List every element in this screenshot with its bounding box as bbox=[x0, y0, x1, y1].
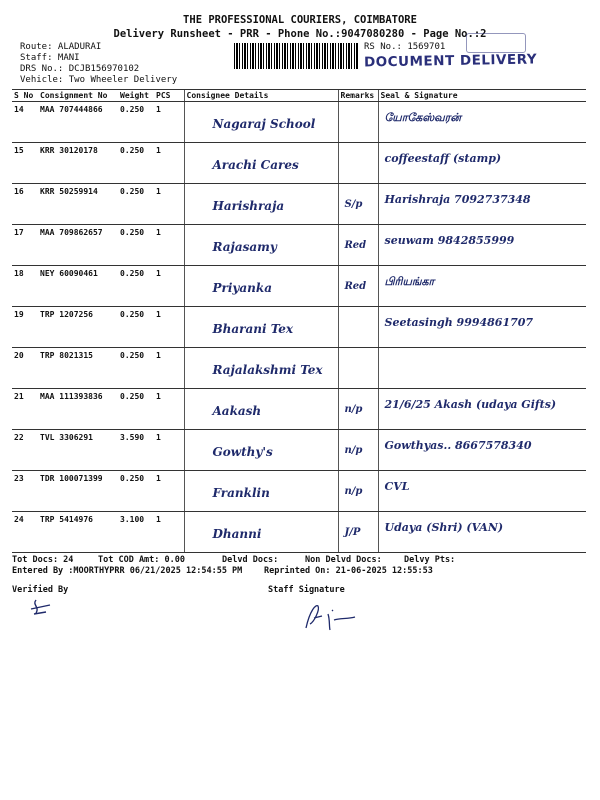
row-sno: 18 bbox=[12, 266, 38, 307]
table-row bbox=[12, 184, 586, 225]
row-consignee-handwriting: Bharani Tex bbox=[212, 322, 294, 336]
row-signature-handwriting: Seetasingh 9994861707 bbox=[384, 316, 534, 329]
row-consignee bbox=[184, 389, 338, 430]
row-consignee bbox=[184, 225, 338, 266]
row-signature bbox=[378, 102, 586, 143]
verified-by-label: Verified By bbox=[12, 585, 69, 595]
runsheet-table bbox=[12, 89, 586, 553]
row-remark bbox=[338, 348, 378, 389]
table-row bbox=[12, 348, 586, 389]
stamp-box bbox=[466, 33, 526, 53]
company-title: THE PROFESSIONAL COURIERS, COIMBATORE bbox=[183, 14, 417, 26]
drs-label: DRS No.: DCJB156970102 bbox=[20, 64, 140, 74]
verified-signature bbox=[28, 597, 56, 617]
staff-signature bbox=[300, 600, 360, 634]
table-row bbox=[12, 307, 586, 348]
table-row bbox=[12, 430, 586, 471]
row-consignee-handwriting: Rajasamy bbox=[212, 240, 277, 254]
row-consignee bbox=[184, 430, 338, 471]
row-consignee bbox=[184, 307, 338, 348]
row-remark bbox=[338, 225, 378, 266]
row-signature bbox=[378, 430, 586, 471]
row-consignee bbox=[184, 266, 338, 307]
row-consignee-handwriting: Franklin bbox=[212, 486, 270, 500]
row-consignee bbox=[184, 512, 338, 553]
row-remark-handwriting bbox=[341, 351, 345, 363]
row-consignment-no: TRP 1207256 bbox=[38, 307, 118, 348]
row-sno: 24 bbox=[12, 512, 38, 553]
row-consignee-handwriting: Rajalakshmi Tex bbox=[212, 363, 323, 377]
row-weight: 0.250 bbox=[118, 225, 154, 266]
row-sno: 14 bbox=[12, 102, 38, 143]
row-signature bbox=[378, 184, 586, 225]
row-consignee-handwriting: Gowthy's bbox=[212, 445, 273, 459]
row-consignment-no: TRP 8021315 bbox=[38, 348, 118, 389]
tot-cod: Tot COD Amt: 0.00 bbox=[98, 555, 185, 565]
row-weight: 3.590 bbox=[118, 430, 154, 471]
row-signature bbox=[378, 389, 586, 430]
row-consignment-no: NEY 60090461 bbox=[38, 266, 118, 307]
table-row bbox=[12, 471, 586, 512]
row-sno: 17 bbox=[12, 225, 38, 266]
row-pcs: 1 bbox=[154, 143, 184, 184]
row-signature bbox=[378, 471, 586, 512]
row-remark-handwriting bbox=[341, 310, 345, 322]
row-signature-handwriting: coffeestaff (stamp) bbox=[384, 152, 502, 165]
row-remark bbox=[338, 471, 378, 512]
table-row bbox=[12, 143, 586, 184]
row-signature bbox=[378, 307, 586, 348]
row-consignment-no: TDR 100071399 bbox=[38, 471, 118, 512]
document-delivery-stamp: DOCUMENT DELIVERY bbox=[363, 51, 538, 71]
col-consignee: Consignee Details bbox=[184, 90, 338, 102]
row-remark bbox=[338, 184, 378, 225]
row-sno: 21 bbox=[12, 389, 38, 430]
staff-label: Staff: MANI bbox=[20, 53, 80, 63]
row-consignee bbox=[184, 184, 338, 225]
row-consignee bbox=[184, 102, 338, 143]
row-signature-handwriting: seuwam 9842855999 bbox=[384, 234, 515, 247]
row-remark-handwriting bbox=[341, 105, 345, 117]
row-consignee-handwriting: Priyanka bbox=[212, 281, 272, 295]
tot-docs: Tot Docs: 24 bbox=[12, 555, 74, 565]
row-consignment-no: MAA 707444866 bbox=[38, 102, 118, 143]
row-consignment-no: KRR 50259914 bbox=[38, 184, 118, 225]
row-consignee bbox=[184, 471, 338, 512]
row-remark-handwriting: n/p bbox=[344, 486, 363, 497]
row-pcs: 1 bbox=[154, 471, 184, 512]
row-pcs: 1 bbox=[154, 389, 184, 430]
row-weight: 0.250 bbox=[118, 307, 154, 348]
delvd-docs: Delvd Docs: bbox=[222, 555, 279, 565]
row-consignment-no: MAA 111393836 bbox=[38, 389, 118, 430]
row-sno: 20 bbox=[12, 348, 38, 389]
table-header-row bbox=[12, 90, 586, 102]
row-remark bbox=[338, 430, 378, 471]
row-signature bbox=[378, 348, 586, 389]
row-weight: 0.250 bbox=[118, 266, 154, 307]
row-remark bbox=[338, 512, 378, 553]
row-remark-handwriting: Red bbox=[344, 240, 367, 251]
row-signature bbox=[378, 512, 586, 553]
row-signature bbox=[378, 143, 586, 184]
row-pcs: 1 bbox=[154, 307, 184, 348]
row-remark bbox=[338, 389, 378, 430]
row-weight: 0.250 bbox=[118, 143, 154, 184]
row-pcs: 1 bbox=[154, 266, 184, 307]
row-remark-handwriting: J/P bbox=[344, 527, 361, 538]
entered-by: Entered By :MOORTHYPRR 06/21/2025 12:54:55 PM bbox=[12, 566, 243, 576]
table-row bbox=[12, 512, 586, 553]
row-pcs: 1 bbox=[154, 184, 184, 225]
table-row bbox=[12, 102, 586, 143]
row-consignee bbox=[184, 143, 338, 184]
row-signature-handwriting: CVL bbox=[384, 480, 410, 493]
row-signature-handwriting bbox=[381, 352, 385, 358]
row-consignment-no: MAA 709862657 bbox=[38, 225, 118, 266]
col-sno: S No bbox=[12, 90, 38, 102]
row-remark bbox=[338, 307, 378, 348]
row-sno: 19 bbox=[12, 307, 38, 348]
row-weight: 0.250 bbox=[118, 184, 154, 225]
row-remark bbox=[338, 266, 378, 307]
table-row bbox=[12, 225, 586, 266]
row-remark-handwriting: n/p bbox=[344, 404, 363, 415]
route-label: Route: ALADURAI bbox=[20, 42, 102, 52]
row-sno: 16 bbox=[12, 184, 38, 225]
row-signature-handwriting: Udaya (Shri) (VAN) bbox=[384, 521, 504, 534]
col-signature: Seal & Signature bbox=[378, 90, 586, 102]
row-pcs: 1 bbox=[154, 512, 184, 553]
row-signature-handwriting: Harishraja 7092737348 bbox=[384, 193, 531, 206]
row-sno: 22 bbox=[12, 430, 38, 471]
row-signature bbox=[378, 266, 586, 307]
row-consignment-no: TVL 3306291 bbox=[38, 430, 118, 471]
row-signature bbox=[378, 225, 586, 266]
row-weight: 3.100 bbox=[118, 512, 154, 553]
row-signature-handwriting: 21/6/25 Akash (udaya Gifts) bbox=[384, 398, 557, 411]
barcode bbox=[234, 43, 358, 69]
reprinted-on: Reprinted On: 21-06-2025 12:55:53 bbox=[264, 566, 433, 576]
row-consignee-handwriting: Harishraja bbox=[212, 199, 285, 213]
row-consignment-no: KRR 30120178 bbox=[38, 143, 118, 184]
table-row bbox=[12, 266, 586, 307]
col-pcs: PCS bbox=[154, 90, 184, 102]
row-consignee-handwriting: Nagaraj School bbox=[212, 117, 316, 131]
row-remark-handwriting bbox=[341, 146, 345, 158]
row-weight: 0.250 bbox=[118, 471, 154, 512]
row-pcs: 1 bbox=[154, 430, 184, 471]
row-consignment-no: TRP 5414976 bbox=[38, 512, 118, 553]
row-signature-handwriting: யோகேஸ்வரன் bbox=[384, 111, 462, 124]
row-remark-handwriting: n/p bbox=[344, 445, 363, 456]
non-delvd-docs: Non Delvd Docs: bbox=[305, 555, 382, 565]
delvy-pts: Delvy Pts: bbox=[404, 555, 456, 565]
row-consignee bbox=[184, 348, 338, 389]
row-pcs: 1 bbox=[154, 348, 184, 389]
row-consignee-handwriting: Arachi Cares bbox=[212, 158, 299, 172]
row-consignee-handwriting: Dhanni bbox=[212, 527, 262, 541]
row-sno: 23 bbox=[12, 471, 38, 512]
table-row bbox=[12, 389, 586, 430]
vehicle-label: Vehicle: Two Wheeler Delivery bbox=[20, 75, 178, 85]
col-remarks: Remarks bbox=[338, 90, 378, 102]
row-consignee-handwriting: Aakash bbox=[212, 404, 262, 418]
row-remark bbox=[338, 102, 378, 143]
row-pcs: 1 bbox=[154, 225, 184, 266]
rs-no-label: RS No.: 1569701 bbox=[364, 42, 446, 52]
row-signature-handwriting: Gowthyas.. 8667578340 bbox=[384, 439, 532, 452]
row-remark bbox=[338, 143, 378, 184]
row-signature-handwriting: பிரியங்கா bbox=[384, 275, 435, 288]
row-weight: 0.250 bbox=[118, 348, 154, 389]
row-pcs: 1 bbox=[154, 102, 184, 143]
runsheet-subtitle: Delivery Runsheet - PRR - Phone No.:9047080280 - Page No.:2 bbox=[113, 28, 487, 40]
row-sno: 15 bbox=[12, 143, 38, 184]
staff-signature-label: Staff Signature bbox=[268, 585, 345, 595]
row-weight: 0.250 bbox=[118, 389, 154, 430]
row-remark-handwriting: Red bbox=[344, 281, 367, 292]
col-weight: Weight bbox=[118, 90, 154, 102]
row-weight: 0.250 bbox=[118, 102, 154, 143]
row-remark-handwriting: S/p bbox=[344, 199, 363, 210]
col-consignment: Consignment No bbox=[38, 90, 118, 102]
